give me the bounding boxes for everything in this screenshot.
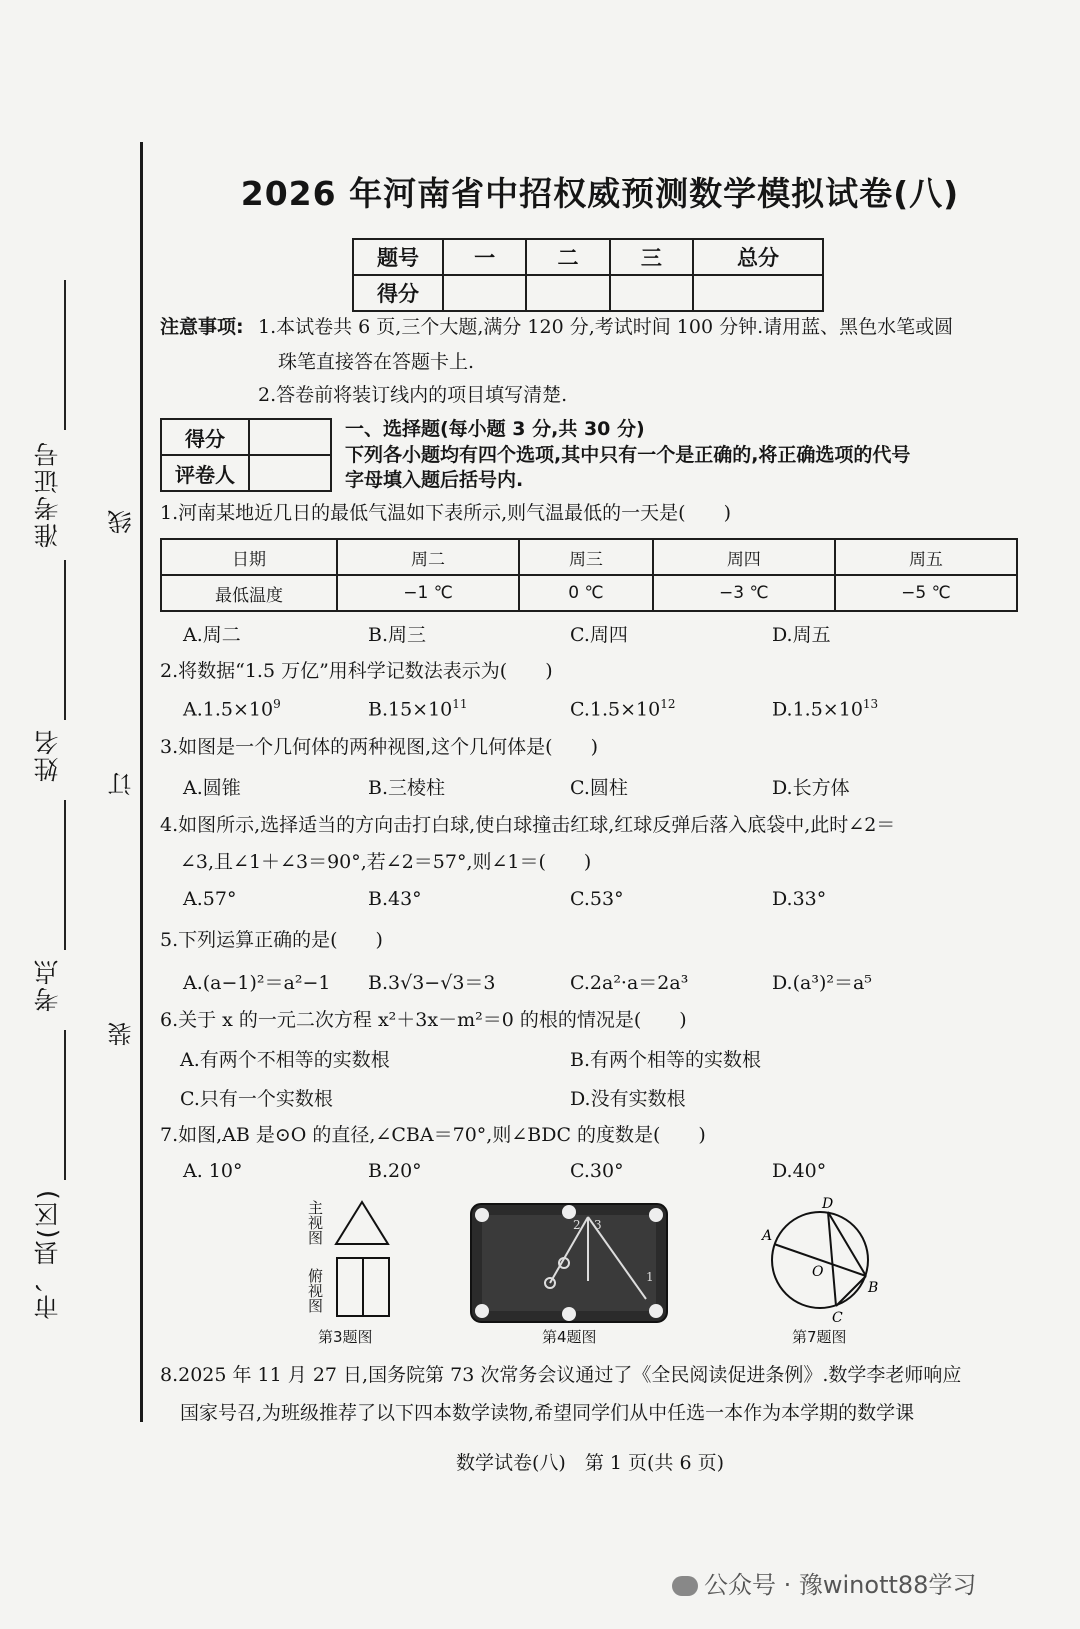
- q2-option-b: [368, 697, 468, 720]
- q1-table-cell: −3 ℃: [653, 575, 835, 611]
- score-table-score-row: [353, 275, 823, 311]
- exam-no-label: 准考证号: [33, 440, 62, 548]
- grader-table: [160, 418, 332, 492]
- fig7-label-o: O: [812, 1264, 824, 1280]
- q4-option-b: B.43°: [368, 888, 422, 910]
- q2-option-c: [570, 697, 676, 720]
- q1-table-cell: −1 ℃: [337, 575, 519, 611]
- binding-line: [140, 142, 143, 1422]
- notice-label: 注意事项:: [160, 316, 244, 338]
- q4-option-a: A.57°: [183, 888, 237, 910]
- q7-stem: 7.如图,AB 是⊙O 的直径,∠CBA＝70°,则∠BDC 的度数是( ): [160, 1124, 706, 1146]
- q3-option-b: B.三棱柱: [368, 777, 446, 799]
- fig7-label-a: A: [762, 1228, 773, 1244]
- q2-option-a: [183, 697, 281, 720]
- fig7-chord-dc: [828, 1212, 836, 1306]
- fig4-pocket: [475, 1304, 489, 1318]
- q5-option-c: C.2a²·a＝2a³: [570, 972, 689, 994]
- q1-temperature-table: [160, 538, 1018, 612]
- q3-option-d: D.长方体: [772, 777, 850, 799]
- q1-table-header: 周四: [653, 539, 835, 575]
- fig7-label-c: C: [832, 1310, 843, 1326]
- q7-option-b: B.20°: [368, 1160, 422, 1182]
- notice-item1-a: 1.本试卷共 6 页,三个大题,满分 120 分,考试时间 100 分钟.请用蓝、黑色水笔或圆: [258, 316, 954, 338]
- q6-option-c: C.只有一个实数根: [180, 1088, 333, 1110]
- q1-table-cell: −5 ℃: [835, 575, 1017, 611]
- q1-table-cell: 最低温度: [161, 575, 337, 611]
- grader-name-label: 评卷人: [161, 455, 249, 491]
- score-cell[interactable]: [443, 275, 526, 311]
- exam-site-label: 考点: [33, 958, 62, 1012]
- fig4-pocket: [649, 1304, 663, 1318]
- fig7-chord-db: [828, 1212, 866, 1276]
- q6-option-a: A.有两个不相等的实数根: [180, 1049, 390, 1071]
- q2-option-exp: 9: [273, 697, 281, 711]
- grader-name-cell[interactable]: [249, 455, 331, 491]
- fig4-billiard-drawing: [470, 1203, 668, 1323]
- q1-option-d: D.周五: [772, 624, 831, 646]
- q5-option-b: B.3√3−√3＝3: [368, 972, 496, 994]
- q5-option-a: A.(a−1)²＝a²−1: [183, 972, 331, 994]
- q2-option-exp: 13: [862, 697, 879, 711]
- fig4-angle-2: 2: [573, 1218, 581, 1232]
- watermark-text: 公众号 · 豫winott88学习: [704, 1571, 977, 1599]
- q4-stem-a: 4.如图所示,选择适当的方向击打白球,使白球撞击红球,红球反弹后落入底袋中,此时∠2＝: [160, 814, 896, 836]
- q2-stem: 2.将数据“1.5 万亿”用科学记数法表示为( ): [160, 660, 553, 682]
- score-header-cell: 一: [443, 239, 526, 275]
- q5-stem: 5.下列运算正确的是( ): [160, 929, 383, 951]
- score-cell[interactable]: [526, 275, 609, 311]
- watermark: [672, 1565, 976, 1600]
- line-char: 线: [108, 510, 136, 534]
- section1-desc-a: 下列各小题均有四个选项,其中只有一个是正确的,将正确选项的代号: [345, 444, 911, 466]
- q4-option-d: D.33°: [772, 888, 827, 910]
- q4-stem-b: ∠3,且∠1＋∠3＝90°,若∠2＝57°,则∠1＝( ): [180, 851, 592, 873]
- page-footer: 数学试卷(八) 第 1 页(共 6 页): [456, 1452, 724, 1474]
- score-cell[interactable]: [610, 275, 693, 311]
- q2-option-exp: 11: [452, 697, 468, 711]
- grader-score-cell[interactable]: [249, 419, 331, 455]
- fig7-chord-bc: [836, 1276, 866, 1306]
- notice-item1-b: 珠笔直接答在答题卡上.: [278, 351, 475, 373]
- q6-option-b: B.有两个相等的实数根: [570, 1049, 762, 1071]
- fig3-caption: 第3题图: [318, 1328, 373, 1346]
- fig4-angle-3: 3: [594, 1218, 602, 1232]
- fig4-angle-1: 1: [646, 1270, 654, 1284]
- score-table-header-row: [353, 239, 823, 275]
- fig7-caption: 第7题图: [792, 1328, 847, 1346]
- fig3-front-triangle: [336, 1202, 388, 1244]
- fig4-pocket: [649, 1208, 663, 1222]
- region-label: 市、县(区): [33, 1188, 62, 1320]
- q1-option-b: B.周三: [368, 624, 427, 646]
- fig3-views-drawing: [332, 1198, 392, 1320]
- q2-option-base: D.1.5×10: [772, 698, 863, 721]
- q3-stem: 3.如图是一个几何体的两种视图,这个几何体是( ): [160, 736, 598, 758]
- score-row-label: 得分: [353, 275, 443, 311]
- q2-option-base: C.1.5×10: [570, 698, 661, 721]
- fig4-caption: 第4题图: [542, 1328, 597, 1346]
- zhuang-char: 装: [108, 1022, 136, 1046]
- region-underline: [64, 1030, 66, 1180]
- name-label: 姓名: [33, 728, 62, 782]
- grader-score-label: 得分: [161, 419, 249, 455]
- exam-no-underline: [64, 280, 66, 430]
- q3-option-a: A.圆锥: [183, 777, 241, 799]
- q7-option-c: C.30°: [570, 1160, 624, 1182]
- q1-stem: 1.河南某地近几日的最低气温如下表所示,则气温最低的一天是( ): [160, 502, 731, 524]
- score-header-cell: 二: [526, 239, 609, 275]
- q1-table-cell: 0 ℃: [519, 575, 653, 611]
- q1-table-header: 日期: [161, 539, 337, 575]
- fig4-pocket: [562, 1205, 576, 1219]
- q5-option-d: D.(a³)²＝a⁵: [772, 972, 872, 994]
- q2-option-exp: 12: [660, 697, 676, 711]
- name-underline: [64, 560, 66, 720]
- fig3-top-view-label: 俯视图: [306, 1268, 324, 1313]
- q4-option-c: C.53°: [570, 888, 624, 910]
- q1-option-a: A.周二: [183, 624, 241, 646]
- section1-title: 一、选择题(每小题 3 分,共 30 分): [345, 418, 645, 440]
- fig7-circle-drawing: [760, 1196, 890, 1326]
- section1-desc-b: 字母填入题后括号内.: [345, 469, 524, 491]
- fig4-pocket: [475, 1208, 489, 1222]
- exam-site-underline: [64, 800, 66, 950]
- q7-option-a: A. 10°: [183, 1160, 243, 1182]
- q1-option-c: C.周四: [570, 624, 628, 646]
- q3-option-c: C.圆柱: [570, 777, 628, 799]
- score-header-cell: 三: [610, 239, 693, 275]
- notice-item2: 2.答卷前将装订线内的项目填写清楚.: [258, 384, 568, 406]
- q6-option-d: D.没有实数根: [570, 1088, 686, 1110]
- q2-option-base: A.1.5×10: [183, 698, 274, 721]
- q1-table-header: 周五: [835, 539, 1017, 575]
- wechat-icon: [672, 1576, 698, 1596]
- fig4-pocket: [562, 1307, 576, 1321]
- score-header-cell: 总分: [693, 239, 823, 275]
- fig7-label-d: D: [822, 1196, 834, 1212]
- q7-option-d: D.40°: [772, 1160, 827, 1182]
- fig7-label-b: B: [868, 1280, 879, 1296]
- ding-char: 订: [108, 772, 136, 796]
- q8-line-b: 国家号召,为班级推荐了以下四本数学读物,希望同学们从中任选一本作为本学期的数学课: [180, 1402, 915, 1424]
- score-header-cell: 题号: [353, 239, 443, 275]
- q2-option-base: B.15×10: [368, 698, 453, 721]
- q1-table-header: 周三: [519, 539, 653, 575]
- score-table: [352, 238, 824, 312]
- score-cell[interactable]: [693, 275, 823, 311]
- fig3-front-view-label: 主视图: [306, 1200, 324, 1245]
- q1-table-header: 周二: [337, 539, 519, 575]
- q8-line-a: 8.2025 年 11 月 27 日,国务院第 73 次常务会议通过了《全民阅读促进条例》.数学李老师响应: [160, 1364, 962, 1386]
- page-title: 2026 年河南省中招权威预测数学模拟试卷(八): [240, 174, 960, 213]
- q2-option-d: [772, 697, 878, 720]
- q6-stem: 6.关于 x 的一元二次方程 x²＋3x－m²＝0 的根的情况是( ): [160, 1009, 687, 1031]
